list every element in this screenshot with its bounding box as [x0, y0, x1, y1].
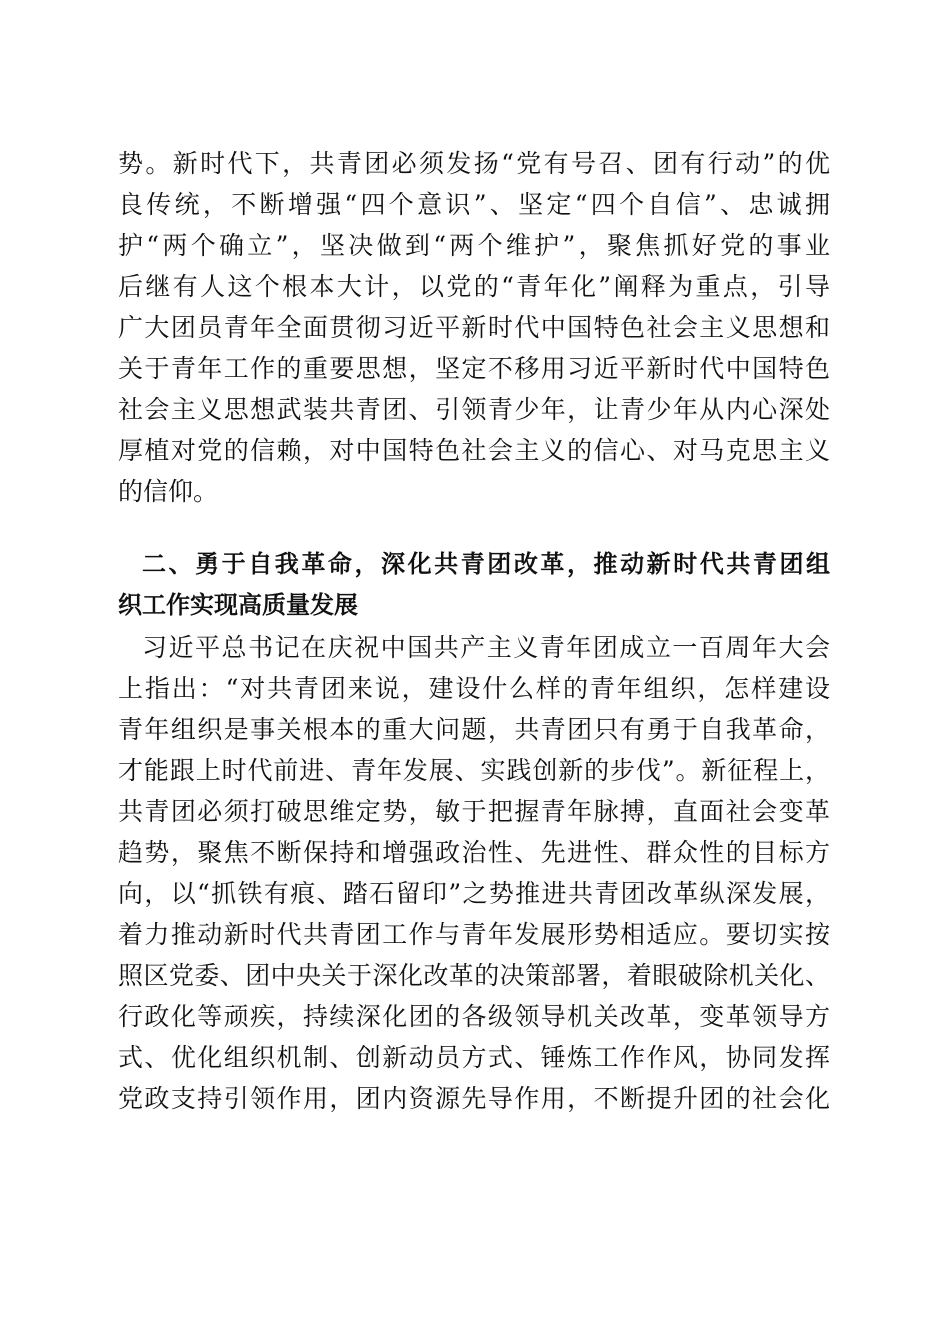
text-line: 习近平总书记在庆祝中国共产主义青年团成立一百周年大会	[142, 633, 830, 662]
paragraph-body	[118, 627, 830, 1119]
text-line: 关于青年工作的重要思想，坚定不移用习近平新时代中国特色	[118, 354, 830, 383]
text-line: 才能跟上时代前进、青年发展、实践创新的步伐”。新征程上，	[118, 756, 830, 785]
text-line: 青年组织是事关根本的重大问题，共青团只有勇于自我革命，	[118, 715, 830, 744]
text-line: 社会主义思想武装共青团、引领青少年，让青少年从内心深处	[118, 395, 830, 424]
text-line: 向，以“抓铁有痕、踏石留印”之势推进共青团改革纵深发展，	[118, 879, 830, 908]
text-line: 良传统，不断增强“四个意识”、坚定“四个自信”、忠诚拥	[118, 190, 830, 219]
text-line: 势。新时代下，共青团必须发扬“党有号召、团有行动”的优	[118, 149, 830, 178]
text-line: 广大团员青年全面贯彻习近平新时代中国特色社会主义思想和	[118, 313, 830, 342]
text-line: 护“两个确立”，坚决做到“两个维护”，聚焦抓好党的事业	[118, 231, 830, 260]
text-line: 厚植对党的信赖，对中国特色社会主义的信心、对马克思主义	[118, 436, 830, 465]
text-line: 的信仰。	[118, 477, 219, 506]
section-heading	[118, 544, 830, 626]
text-line: 趋势，聚焦不断保持和增强政治性、先进性、群众性的目标方	[118, 838, 830, 867]
text-line: 后继有人这个根本大计，以党的“青年化”阐释为重点，引导	[118, 272, 830, 301]
text-line: 行政化等顽疾，持续深化团的各级领导机关改革，变革领导方	[118, 1002, 830, 1031]
text-line: 着力推动新时代共青团工作与青年发展形势相适应。要切实按	[118, 920, 830, 949]
text-line: 式、优化组织机制、创新动员方式、锤炼工作作风，协同发挥	[118, 1043, 830, 1072]
text-line: 党政支持引领作用，团内资源先导作用，不断提升团的社会化	[118, 1084, 830, 1113]
heading-line: 二、勇于自我革命，深化共青团改革，推动新时代共青团组	[142, 550, 830, 578]
paragraph-continuation	[118, 143, 830, 512]
text-line: 共青团必须打破思维定势，敏于把握青年脉搏，直面社会变革	[118, 797, 830, 826]
heading-line: 织工作实现高质量发展	[118, 591, 358, 619]
text-line: 照区党委、团中央关于深化改革的决策部署，着眼破除机关化、	[118, 961, 830, 990]
text-line: 上指出：“对共青团来说，建设什么样的青年组织，怎样建设	[118, 674, 830, 703]
